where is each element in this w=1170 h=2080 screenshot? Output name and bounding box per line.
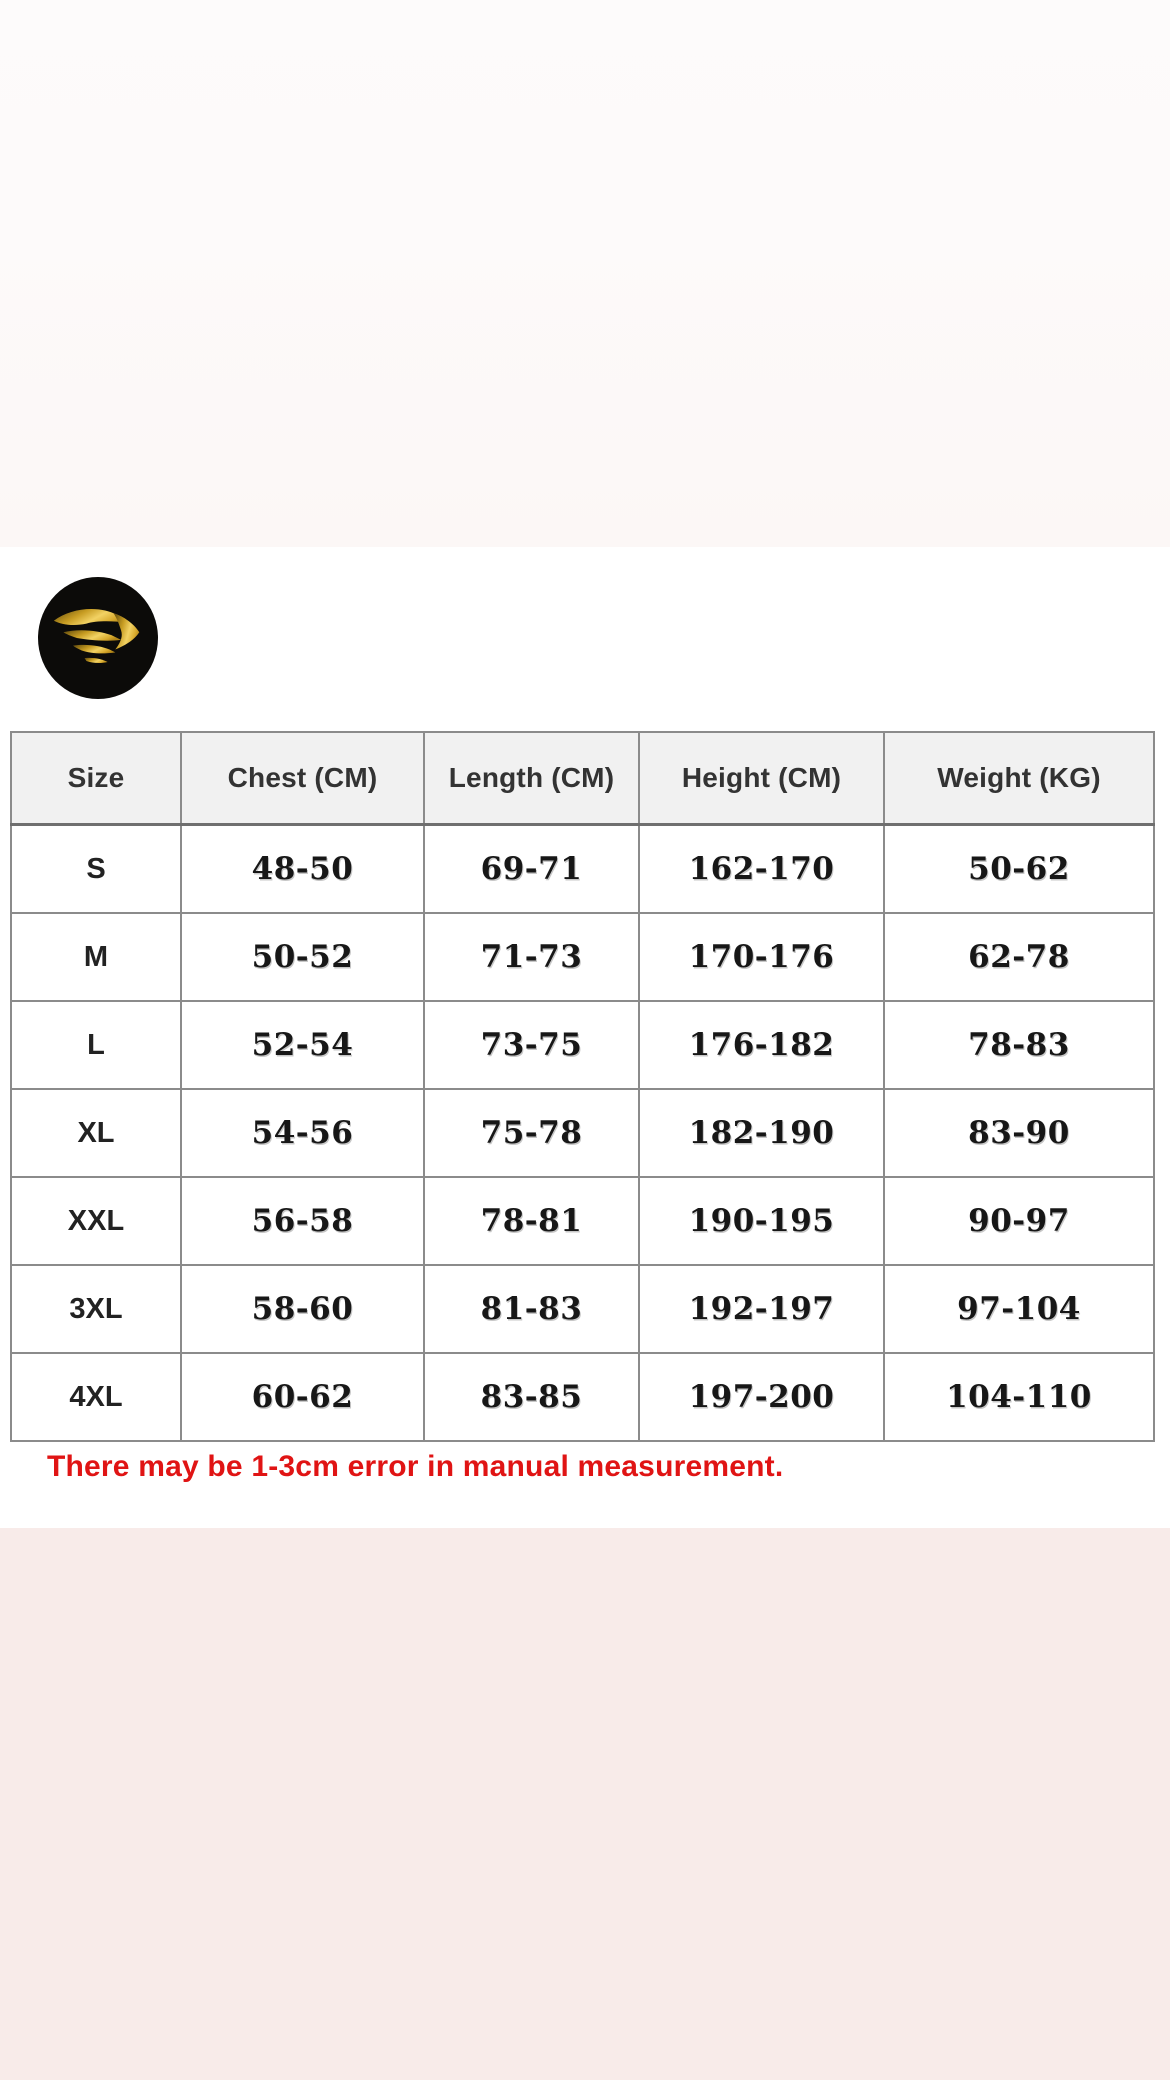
cell-size: L — [11, 1001, 181, 1089]
cell-weight: 50-62 — [884, 825, 1154, 914]
measurement-disclaimer: There may be 1-3cm error in manual measurement. — [47, 1450, 784, 1483]
table-row-m — [11, 913, 1154, 1001]
cell-length: 71-73 — [424, 913, 639, 1001]
cell-height: 162-170 — [639, 825, 884, 914]
column-header-size: Size — [11, 732, 181, 825]
cell-size: S — [11, 825, 181, 914]
cell-weight: 90-97 — [884, 1177, 1154, 1265]
cell-height: 170-176 — [639, 913, 884, 1001]
size-chart-header-row — [11, 732, 1154, 825]
cell-size: 3XL — [11, 1265, 181, 1353]
cell-size: 4XL — [11, 1353, 181, 1441]
cell-chest: 60-62 — [181, 1353, 424, 1441]
cell-weight: 83-90 — [884, 1089, 1154, 1177]
cell-chest: 52-54 — [181, 1001, 424, 1089]
cell-chest: 50-52 — [181, 913, 424, 1001]
cell-length: 73-75 — [424, 1001, 639, 1089]
brand-logo — [38, 577, 158, 699]
cell-size: M — [11, 913, 181, 1001]
top-background — [0, 0, 1170, 547]
cell-chest: 54-56 — [181, 1089, 424, 1177]
cell-height: 197-200 — [639, 1353, 884, 1441]
table-row-4xl — [11, 1353, 1154, 1441]
size-chart-table — [10, 731, 1155, 1442]
cell-chest: 56-58 — [181, 1177, 424, 1265]
cell-weight: 62-78 — [884, 913, 1154, 1001]
cell-size: XL — [11, 1089, 181, 1177]
table-row-l — [11, 1001, 1154, 1089]
table-row-3xl — [11, 1265, 1154, 1353]
cell-height: 176-182 — [639, 1001, 884, 1089]
table-row-xl — [11, 1089, 1154, 1177]
table-row-xxl — [11, 1177, 1154, 1265]
cell-length: 78-81 — [424, 1177, 639, 1265]
cell-length: 83-85 — [424, 1353, 639, 1441]
cell-length: 81-83 — [424, 1265, 639, 1353]
cell-size: XXL — [11, 1177, 181, 1265]
cell-height: 182-190 — [639, 1089, 884, 1177]
cell-weight: 104-110 — [884, 1353, 1154, 1441]
bottom-background — [0, 1528, 1170, 2080]
cell-chest: 58-60 — [181, 1265, 424, 1353]
cell-weight: 97-104 — [884, 1265, 1154, 1353]
cell-weight: 78-83 — [884, 1001, 1154, 1089]
cell-chest: 48-50 — [181, 825, 424, 914]
cell-length: 69-71 — [424, 825, 639, 914]
column-header-length: Length (CM) — [424, 732, 639, 825]
column-header-height: Height (CM) — [639, 732, 884, 825]
table-row-s — [11, 825, 1154, 914]
cell-height: 190-195 — [639, 1177, 884, 1265]
cell-height: 192-197 — [639, 1265, 884, 1353]
cell-length: 75-78 — [424, 1089, 639, 1177]
column-header-chest: Chest (CM) — [181, 732, 424, 825]
gold-wing-icon — [50, 599, 146, 677]
column-header-weight: Weight (KG) — [884, 732, 1154, 825]
